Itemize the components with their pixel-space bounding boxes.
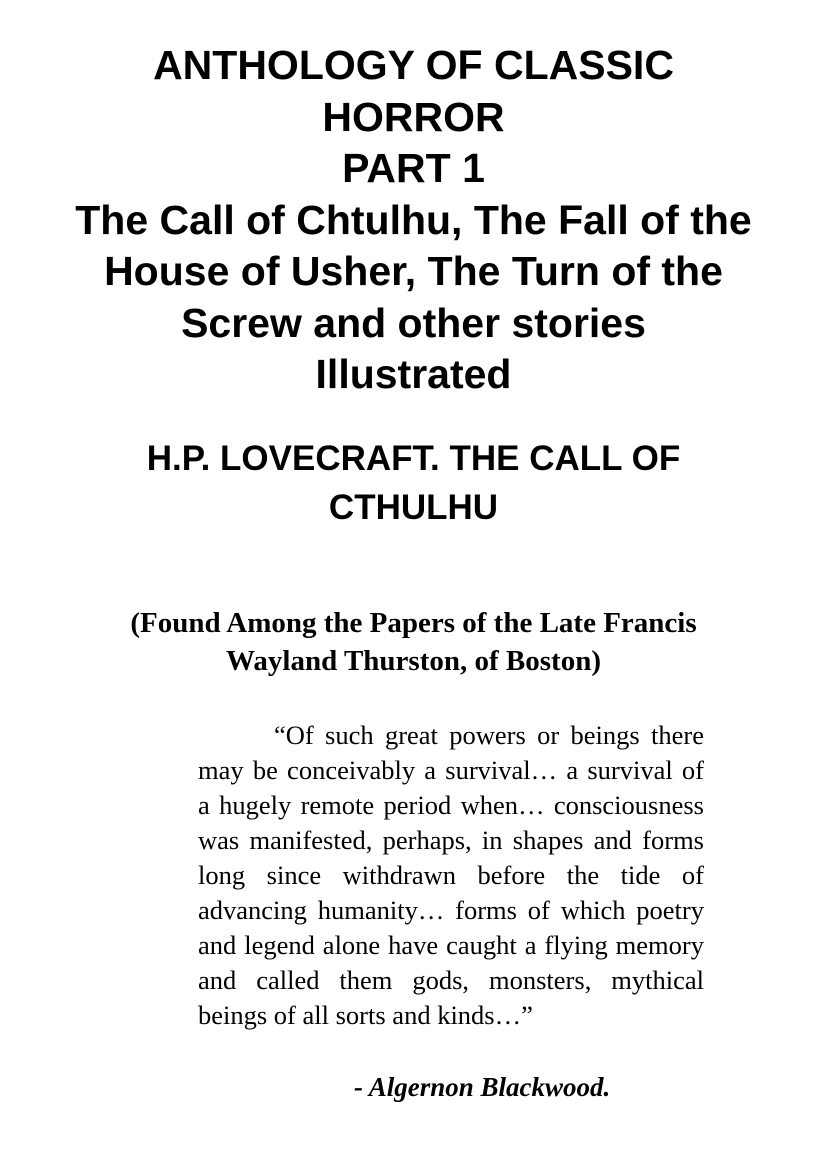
book-title-line: Illustrated (315, 351, 512, 397)
chapter-subtitle-line: Wayland Thurston, of Boston) (226, 645, 601, 677)
book-title (30, 40, 797, 401)
book-title-line: Screw and other stories (181, 299, 646, 346)
epigraph-attribution: - Algernon Blackwood. (354, 1072, 611, 1102)
chapter-subtitle-line: (Found Among the Papers of the Late Francis (130, 607, 697, 639)
book-title-line: ANTHOLOGY OF CLASSIC (153, 42, 674, 88)
chapter-title (60, 434, 767, 532)
chapter-title-line: H.P. LOVECRAFT. THE CALL OF (146, 439, 681, 478)
book-title-line: PART 1 (342, 145, 485, 191)
chapter-title-line: CTHULHU (328, 488, 499, 527)
book-title-line: HORROR (322, 93, 505, 140)
book-title-line: The Call of Chtulhu, The Fall of the (75, 196, 752, 243)
epigraph-quote: “Of such great powers or beings there may be conceivably a survival… a survival of a hugely remote period when… consciousness was manifested, perhaps, in shapes and forms long since withdrawn before the tide of advancing humanity… forms of which poetry and legend alone have caught a flying memory and called them gods, monsters, mythical beings of all sorts and kinds…” (198, 720, 704, 1030)
book-title-line: House of Usher, The Turn of the (104, 248, 723, 294)
chapter-subtitle (60, 604, 767, 680)
